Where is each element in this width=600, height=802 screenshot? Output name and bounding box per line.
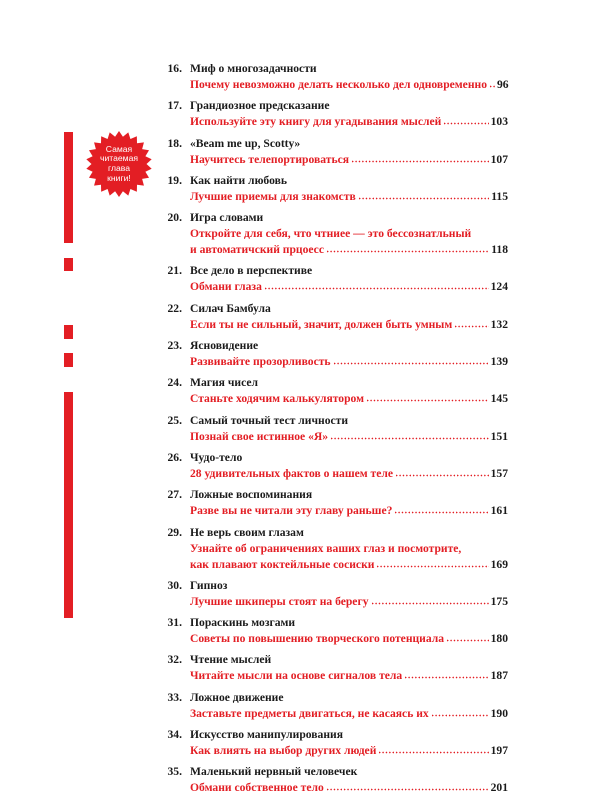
badge-line: читаемая [99, 153, 139, 164]
page-number: 157 [490, 466, 508, 480]
badge-line: книги! [107, 172, 131, 183]
chapter-number: 18. [167, 136, 182, 150]
chapter-title-line [160, 764, 508, 780]
chapter-subtitle: Развивайте прозорливость [190, 355, 331, 369]
dot-leader [376, 558, 488, 568]
toc-entry[interactable] [160, 338, 508, 370]
chapter-subtitle-line [190, 706, 508, 722]
chapter-title: Миф о многозадачности [190, 62, 317, 75]
chapter-subtitle-line [190, 743, 508, 759]
toc-entry[interactable] [160, 375, 508, 407]
chapter-title: Пораскинь мозгами [190, 616, 296, 630]
chapter-subtitle-line [190, 780, 508, 796]
toc-entry[interactable] [160, 98, 508, 130]
toc-entry[interactable] [160, 173, 508, 205]
badge-line: Самая [105, 143, 133, 154]
chapter-title-line [160, 210, 508, 226]
chapter-subtitle: Научитесь телепортироваться [190, 152, 349, 166]
chapter-subtitle: Как влиять на выбор других людей [190, 744, 377, 758]
chapter-subtitle: Лучшие приемы для знакомств [190, 189, 356, 203]
dot-leader [378, 744, 488, 754]
chapter-number: 34. [167, 728, 182, 742]
red-bar-4 [64, 353, 73, 367]
chapter-subtitle: Советы по повышению творческого потенциала [190, 632, 445, 646]
page-number: 145 [490, 392, 508, 406]
chapter-subtitle: Разве вы не читали эту главу раньше? [190, 504, 393, 518]
chapter-number: 17. [167, 99, 182, 113]
chapter-subtitle-line [190, 189, 508, 205]
dot-leader [443, 115, 488, 125]
chapter-title-line [160, 375, 508, 391]
chapter-title: Чтение мыслей [190, 653, 272, 667]
chapter-number: 27. [167, 488, 182, 502]
chapter-title: Игра словами [190, 211, 264, 225]
badge-line: глава [108, 163, 130, 173]
chapter-number: 16. [167, 62, 182, 75]
toc-entry[interactable] [160, 487, 508, 519]
most-read-badge [86, 131, 152, 197]
page-number: 161 [490, 504, 508, 518]
toc-entry[interactable] [160, 61, 508, 93]
chapter-subtitle: Почему невозможно делать несколько дел одновременно [190, 78, 487, 91]
page-number: 175 [490, 594, 508, 608]
chapter-title-line [160, 413, 508, 429]
chapter-title-line [160, 338, 508, 354]
dot-leader [371, 595, 489, 605]
chapter-title-line [160, 301, 508, 317]
page-number: 103 [490, 115, 508, 129]
dot-leader [454, 318, 488, 328]
chapter-title: Искусство манипулирования [190, 728, 343, 742]
dot-leader [351, 153, 489, 163]
chapter-subtitle-line [190, 429, 508, 445]
chapter-title: Ложные воспоминания [190, 488, 313, 502]
chapter-title-line [160, 652, 508, 668]
chapter-subtitle: Познай свое истинное «Я» [190, 429, 329, 443]
chapter-subtitle-line [190, 391, 508, 407]
chapter-title: Все дело в перспективе [190, 264, 313, 278]
chapter-title: Грандиозное предсказание [190, 99, 330, 113]
chapter-subtitle-line [190, 541, 508, 557]
chapter-title: Ясновидение [190, 339, 259, 353]
chapter-title: Как найти любовь [190, 173, 287, 187]
toc-entry[interactable] [160, 450, 508, 482]
chapter-title-line [160, 61, 508, 77]
chapter-title-line [160, 578, 508, 594]
toc-entry[interactable] [160, 578, 508, 610]
chapter-subtitle: 28 удивительных фактов о нашем теле [190, 466, 394, 480]
chapter-subtitle: Откройте для себя, что чтниее — это бессознатльный [190, 227, 472, 241]
chapter-subtitle: Обмани глаза [190, 280, 262, 294]
chapter-subtitle: Используйте эту книгу для угадывания мыслей [190, 115, 442, 129]
page-number: 190 [490, 706, 508, 720]
chapter-number: 24. [167, 376, 182, 390]
chapter-subtitle: Станьте ходячим калькулятором [190, 392, 365, 406]
page-number: 151 [490, 429, 508, 443]
dot-leader [333, 355, 489, 365]
page-number: 139 [490, 355, 508, 369]
chapter-subtitle-line [190, 503, 508, 519]
red-bar-1 [64, 132, 73, 243]
chapter-title-line [160, 690, 508, 706]
chapter-title-line [160, 263, 508, 279]
page-number: 187 [490, 669, 508, 683]
chapter-number: 32. [167, 653, 182, 667]
dot-leader [395, 467, 489, 477]
page-number: 124 [490, 280, 508, 294]
chapter-number: 35. [167, 765, 182, 779]
toc-entry[interactable] [160, 136, 508, 168]
chapter-title: «Beam me up, Scotty» [190, 136, 301, 150]
toc-entry[interactable] [160, 615, 508, 647]
chapter-subtitle-line [190, 114, 508, 130]
page-number: 118 [491, 243, 508, 257]
red-bar-5 [64, 392, 73, 618]
chapter-number: 19. [167, 173, 182, 187]
page-number: 132 [490, 317, 508, 331]
chapter-number: 23. [167, 339, 182, 353]
chapter-title-line [160, 136, 508, 152]
chapter-title: Не верь своим глазам [190, 525, 304, 539]
toc-entry[interactable] [160, 301, 508, 333]
chapter-subtitle: Обмани собственное тело [190, 781, 324, 795]
chapter-number: 21. [167, 264, 182, 278]
page-number: 96 [497, 78, 509, 91]
chapter-subtitle: Читайте мысли на основе сигналов тела [190, 669, 403, 683]
chapter-title-line [160, 450, 508, 466]
page-number: 107 [490, 152, 508, 166]
chapter-title-line [160, 487, 508, 503]
chapter-title: Силач Бамбула [190, 301, 271, 315]
chapter-subtitle-line [190, 631, 508, 647]
chapter-subtitle-line [190, 152, 508, 168]
chapter-subtitle-line [190, 279, 508, 295]
chapter-subtitle: Лучшие шкиперы стоят на берегу [190, 594, 369, 608]
toc-entry[interactable] [160, 263, 508, 295]
dot-leader [326, 781, 489, 791]
chapter-subtitle-line [190, 594, 508, 610]
table-of-contents [160, 61, 508, 802]
chapter-title-line [160, 727, 508, 743]
chapter-title-line [160, 615, 508, 631]
chapter-title-line [160, 525, 508, 541]
toc-entry[interactable] [160, 210, 508, 258]
chapter-subtitle: Заставьте предметы двигаться, не касаясь их [190, 706, 429, 720]
chapter-number: 30. [167, 578, 182, 592]
dot-leader [394, 504, 488, 514]
page-number: 115 [491, 189, 508, 203]
chapter-subtitle-line [190, 317, 508, 333]
red-bar-3 [64, 325, 73, 339]
chapter-number: 25. [167, 413, 182, 427]
chapter-title-line [160, 173, 508, 189]
chapter-title: Маленький нервный человечек [190, 765, 358, 779]
chapter-title: Самый точный тест личности [190, 413, 349, 427]
chapter-number: 31. [167, 616, 182, 630]
toc-entry[interactable] [160, 652, 508, 684]
chapter-number: 29. [167, 525, 182, 539]
chapter-subtitle-line [190, 77, 508, 93]
chapter-subtitle-line [190, 242, 508, 258]
dot-leader [358, 190, 489, 200]
chapter-number: 33. [167, 690, 182, 704]
chapter-number: 26. [167, 450, 182, 464]
toc-entry[interactable] [160, 727, 508, 759]
chapter-title: Чудо-тело [190, 450, 243, 464]
toc-entry[interactable] [160, 413, 508, 445]
dot-leader [366, 392, 489, 402]
chapter-number: 22. [167, 301, 182, 315]
page-number: 180 [490, 632, 508, 646]
page-number: 197 [490, 744, 508, 758]
page-number: 169 [490, 557, 508, 571]
chapter-number: 20. [167, 211, 182, 225]
dot-leader [489, 78, 495, 88]
chapter-title: Магия чисел [190, 376, 259, 390]
chapter-subtitle: и автоматичский прцоесс [190, 243, 324, 257]
red-bar-2 [64, 258, 73, 271]
dot-leader [326, 243, 489, 253]
chapter-subtitle-line [190, 466, 508, 482]
dot-leader [404, 669, 488, 679]
dot-leader [446, 632, 489, 642]
toc-entry[interactable] [160, 690, 508, 722]
chapter-subtitle-line [190, 668, 508, 684]
toc-entry[interactable] [160, 525, 508, 573]
chapter-subtitle: Если ты не сильный, значит, должен быть умным [190, 317, 453, 331]
chapter-subtitle-line [190, 557, 508, 573]
chapter-subtitle: Узнайте об ограничениях ваших глаз и посмотрите, [190, 541, 462, 555]
toc-entry[interactable] [160, 764, 508, 796]
page-number: 201 [490, 781, 508, 795]
dot-leader [330, 430, 489, 440]
dot-leader [431, 707, 489, 717]
dot-leader [264, 280, 489, 290]
badge-text [95, 145, 143, 183]
chapter-title-line [160, 98, 508, 114]
chapter-subtitle: как плавают коктейльные сосиски [190, 557, 375, 571]
chapter-subtitle-line [190, 354, 508, 370]
chapter-title: Ложное движение [190, 690, 284, 704]
chapter-subtitle-line [190, 226, 508, 242]
chapter-title: Гипноз [190, 578, 228, 592]
